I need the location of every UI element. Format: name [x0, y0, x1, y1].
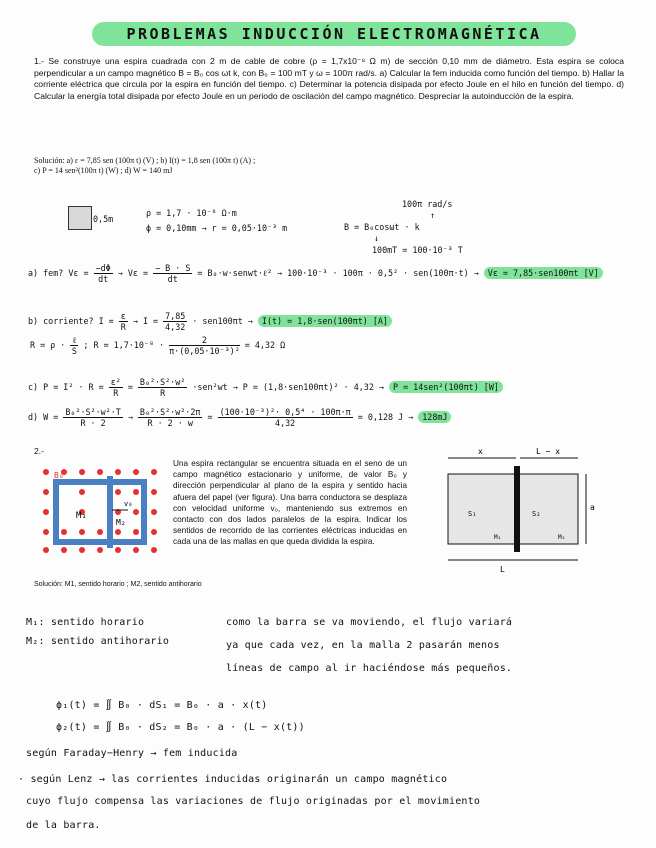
problem1-solution-line2: c) P = 14 sen²(100π t) (W) ; d) W = 140 mJ: [34, 166, 173, 175]
fig2-s2-label: S₂: [532, 510, 541, 518]
fig2-m1-label: M₁: [494, 534, 502, 541]
fig-m2-label: M₂: [116, 518, 126, 527]
note-b0: 100mT = 100·10⁻³ T: [372, 245, 463, 255]
note-faraday: según Faraday−Henry → fem inducida: [26, 748, 238, 759]
frac-e2-r: $\frac{\text{ε²}}{R}$: [110, 377, 121, 398]
fig-b0-label: B₀: [54, 471, 64, 480]
part-a-result: Vε = 7,85·sen100πt [V]: [484, 267, 603, 279]
frac-energy-3: $\frac{\text{(100·10⁻³)²· 0,5⁴ · 100π·π}}{4,32}$: [219, 407, 351, 428]
fig2-m2-label: M₂: [558, 534, 566, 541]
note-lenz3: de la barra.: [26, 820, 101, 831]
conducting-bar: [514, 466, 520, 552]
note-phi1: ϕ₁(t) = ∬ B₀ · dS₁ = B₀ · a · x(t): [56, 700, 268, 711]
fig2-lx-label: L − x: [536, 447, 561, 456]
note-rho: ρ = 1,7 · 10⁻⁸ Ω·m: [146, 208, 237, 218]
frac-bs-dt: $\frac{- B \cdot S}{dt}$: [155, 263, 191, 284]
part-a-line: [28, 263, 603, 284]
frac-energy-1: $\frac{\text{B₀²·S²·w²·T}}{R \cdot 2}$: [65, 407, 121, 428]
part-d-result: 128mJ: [418, 411, 451, 423]
frac-energy-2: $\frac{\text{B₀²·S²·w²·2π}}{R \cdot 2 \cdot w}$: [139, 407, 201, 428]
fig-m1-label: M₁: [76, 511, 87, 521]
problem2-statement: Una espira rectangular se encuentra situada en el seno de un campo magnético estacionario y uniforme, de valor B₀ y dirección perpendicular al plano de la espira y sentido hacia afuera del papel (ver figura). Una barra conductora se desplaza con velocidad uniforme v₀, manteniendo sus extremos en contacto con dos lados paralelos de la espira. Indicar los sentidos de recorrido de las corrientes eléctricas inducidas en cada una de las mallas en que queda dividida la espira.: [173, 459, 407, 547]
note-m1: M₁: sentido horario: [26, 617, 145, 628]
fig2-a-label: a: [590, 503, 595, 512]
frac-b2s2w2-r: $\frac{\text{B₀²·S²·w²}}{R}$: [139, 377, 186, 398]
frac-l-s: $\frac{\text{ℓ}}{S}$: [71, 335, 77, 356]
frac-dphi-dt: $\frac{-d\Phi}{dt}$: [95, 263, 111, 284]
part-a-lhs: Vε =: [68, 268, 89, 278]
note-side: 0,5m: [93, 214, 114, 224]
part-b-line: b) corriente? I = $\frac{\varepsilon}{R}$ → I = $\frac{7,85}{4,32}$ · sen100πt → I(t) = 1,8·sen(100πt) [A]: [28, 311, 392, 332]
problem1-statement: 1.- Se construye una espira cuadrada con 2 m de cable de cobre (ρ = 1,7x10⁻⁸ Ω m) de sección 0,10 mm de diámetro. Esta espira se coloca perpendicular a un campo magnético B = B₀ cos ωt k, con B₀ = 100 mT y ω = 100π rad/s. a) Calcular la fem inducida como función del tiempo. b) Hallar la corriente eléctrica que circula por la espira en función del tiempo. c) Determinar la potencia disipada por efecto Joule en el hilo en función del tiempo. d) Calcular la energía total disipada por efecto Joule en un periodo de oscilación del campo magnético. Despreciar la autoinducción de la espira.: [34, 56, 624, 101]
note-lenz1: · según Lenz → las corrientes inducidas originarán un campo magnético: [18, 774, 448, 785]
note-phi: ϕ = 0,10mm → r = 0,05·10⁻³ m: [146, 223, 288, 233]
fig2-x-label: x: [478, 447, 483, 456]
frac-e-r: $\frac{\varepsilon}{R}$: [120, 311, 126, 332]
note-expl1: como la barra se va moviendo, el flujo variará: [226, 617, 513, 628]
fig-v-label: v₀: [124, 500, 133, 508]
part-b-result: I(t) = 1,8·sen(100πt) [A]: [258, 315, 392, 327]
part-a-rest: = B₀·w·senwt·ℓ² → 100·10⁻³ · 100π · 0,5² · sen(100π·t) →: [197, 268, 479, 278]
note-m2: M₂: sentido antihorario: [26, 636, 170, 647]
note-expl3: líneas de campo al ir haciéndose más pequeños.: [226, 663, 513, 674]
frac-2-area: $\frac{2}{\text{π·(0,05·10⁻³)²}}$: [169, 335, 240, 356]
note-lenz2: cuyo flujo compensa las variaciones de flujo originadas por el movimiento: [26, 796, 481, 807]
note-bfield: B = B₀cosωt · k: [344, 222, 420, 232]
fig2-l-label: L: [500, 565, 505, 574]
up-arrow: ↑: [430, 210, 436, 220]
down-arrow: ↓: [374, 233, 380, 243]
field-loop-figure: [34, 462, 168, 558]
problem2-solution: Solución: M1, sentido horario ; M2, sentido antihorario: [34, 581, 202, 588]
resistance-line: R = ρ · $\frac{\text{ℓ}}{S}$ ; R = 1,7·10⁻⁸ · $\frac{2}{\text{π·(0,05·10⁻³)²}}$ = 4,32 Ω: [30, 335, 286, 356]
geometry-figure: [440, 446, 600, 574]
note-expl2: ya que cada vez, en la malla 2 pasarán menos: [226, 640, 500, 651]
page-title: PROBLEMAS INDUCCIÓN ELECTROMAGNÉTICA: [92, 22, 576, 46]
fig2-s1-label: S₁: [468, 510, 477, 518]
square-loop-sketch: [68, 206, 92, 230]
note-omega: 100π rad/s: [402, 199, 453, 209]
frac-785-432: $\frac{7,85}{4,32}$: [165, 311, 186, 332]
part-a-label: a) fem?: [28, 268, 64, 278]
part-a-mid: → Vε =: [117, 268, 149, 278]
note-phi2: ϕ₂(t) = ∬ B₀ · dS₂ = B₀ · a · (L − x(t)): [56, 722, 305, 733]
problem1-solution-line1: Solución: a) ε = 7,85 sen (100π t) (V) ; b) I(t) = 1,8 sen (100π t) (A) ;: [34, 156, 256, 165]
part-d-line: d) W = $\frac{\text{B₀²·S²·w²·T}}{R \cdot 2}$ → $\frac{\text{B₀²·S²·w²·2π}}{R \cdot 2 \cdot w}$ = $\frac{\text{(100·10⁻³)²· 0,5⁴ · 100π·π}}{4,32}$ = 0,128 J → 128mJ: [28, 407, 451, 428]
problem2-number: 2.-: [34, 446, 45, 456]
part-c-result: P = 14sen²(100πt) [W]: [389, 381, 503, 393]
part-c-line: c) P = I² · R = $\frac{\text{ε²}}{R}$ = $\frac{\text{B₀²·S²·w²}}{R}$ ·sen²wt → P = (1,8·sen100πt)² · 4,32 → P = 14sen²(100πt) [W]: [28, 377, 503, 398]
